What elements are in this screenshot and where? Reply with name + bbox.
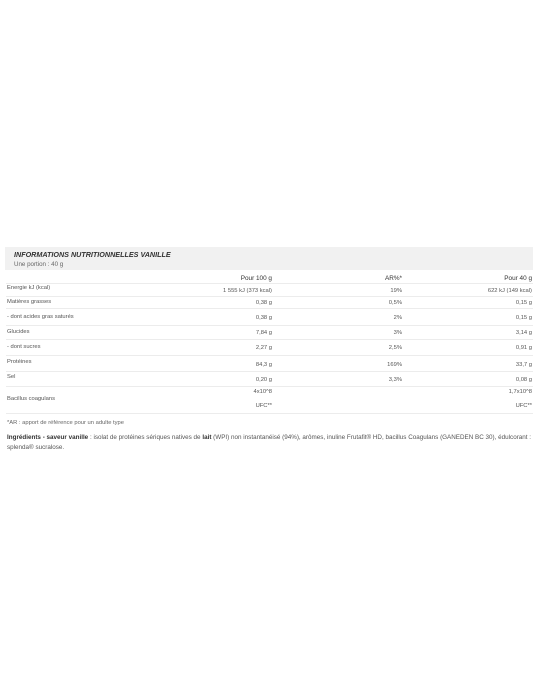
row-label-sucres: - dont sucres [7,344,41,350]
row-label-matieres-grasses: Matières grasses [7,299,52,305]
value-per40-glucides: 3,14 g [515,330,532,336]
row-divider [6,355,533,356]
row-divider [6,308,533,309]
ingredients-text [7,433,533,452]
row-label-glucides: Glucides [7,329,30,335]
value-ar-sucres: 2,5% [388,345,402,351]
value-per100-matieres-grasses: 0,38 g [255,300,272,306]
value-per100-acides-gras-satures: 0,38 g [255,315,272,321]
ingredients-label: Ingrédients - saveur vanille [7,434,89,441]
row-label-bacillus: Bacillus coagulans [7,396,56,402]
column-header-per40: Pour 40 g [504,275,532,282]
value-ar-matieres-grasses: 0,5% [388,300,402,306]
value-per40-sel: 0,08 g [515,377,532,383]
row-label-sel: Sel [7,374,16,380]
ingredients-part1: : isolat de protéines sériques natives de [88,434,203,441]
value-per40-energie: 622 kJ (149 kcal) [487,288,532,294]
value-ar-proteines: 169% [387,362,402,368]
column-header-ar: AR%* [384,275,402,282]
value-ar-sel: 3,3% [388,377,402,383]
value-per100-sel: 0,20 g [255,377,272,383]
row-divider [6,283,533,284]
row-divider [6,386,533,387]
value-per40-proteines: 33,7 g [515,362,532,368]
value-per40-acides-gras-satures: 0,15 g [515,315,532,321]
row-divider [6,413,533,414]
row-divider [6,296,533,297]
value-ar-energie: 19% [390,288,402,294]
row-divider [6,325,533,326]
footnote: *AR : apport de référence pour un adulte type [7,420,124,426]
value-per40-matieres-grasses: 0,15 g [515,300,532,306]
table-title: INFORMATIONS NUTRITIONNELLES VANILLE [14,250,171,259]
row-label-energie: Energie kJ (kcal) [7,285,51,291]
value-ar-glucides: 3% [393,330,402,336]
row-label-proteines: Protéines [7,359,32,365]
row-divider [6,339,533,340]
ingredients-allergen: lait [202,434,212,441]
value-per100-sucres: 2,27 g [255,345,272,351]
column-header-per100: Pour 100 g [240,275,272,282]
value-per40-sucres: 0,91 g [515,345,532,351]
value-per100-energie: 1 555 kJ (373 kcal) [223,288,272,294]
value-per40-bacillus: 1,7x10^8 [508,389,532,395]
value-per100-glucides: 7,84 g [255,330,272,336]
value-per100-proteines: 84,3 g [255,362,272,368]
row-label-acides-gras-satures: - dont acides gras saturés [7,314,74,320]
ingredients-part2: (WPI) non instantanéisé (94%), arômes, inuline Frutafit® HD, bacillus Coagulans (GANEDEN BC 30), édulcorant : splenda® sucralose. [7,434,532,451]
unit-per100-bacillus: UFC** [255,403,272,409]
unit-per40-bacillus: UFC** [515,403,532,409]
value-ar-acides-gras-satures: 2% [393,315,402,321]
portion-size: Une portion : 40 g [14,260,64,268]
row-divider [6,371,533,372]
value-per100-bacillus: 4x10^8 [253,389,272,395]
